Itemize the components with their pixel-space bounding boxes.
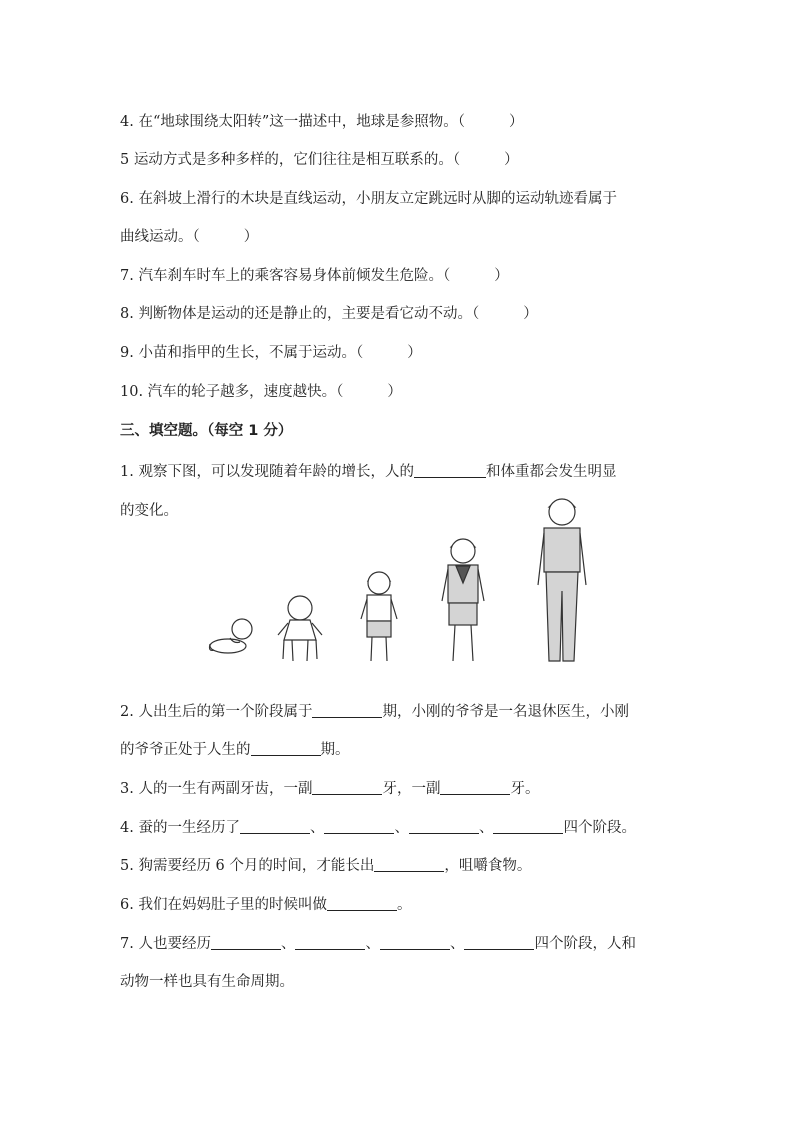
answer-blank[interactable] xyxy=(464,935,534,950)
answer-blank[interactable] xyxy=(414,463,486,478)
fill-question-4: 4. 蚕的一生经历了 、 、 、 四个阶段。 xyxy=(120,820,636,836)
fill-question-2: 2. 人出生后的第一个阶段属于 期，小刚的爷爷是一名退休医生，小刚 xyxy=(120,704,629,720)
question-9: 9. 小苗和指甲的生长，不属于运动。（ ） xyxy=(120,345,422,361)
fill-question-3: 3. 人的一生有两副牙齿，一副 牙，一副 牙。 xyxy=(120,781,540,797)
question-10: 10. 汽车的轮子越多，速度越快。（ ） xyxy=(120,384,402,400)
infant-figure xyxy=(210,619,253,653)
answer-blank[interactable] xyxy=(493,819,563,834)
answer-blank[interactable] xyxy=(374,857,444,872)
adult-figure xyxy=(538,499,586,661)
question-7: 7. 汽车刹车时车上的乘客容易身体前倾发生危险。（ ） xyxy=(120,268,509,284)
answer-blank[interactable] xyxy=(409,819,479,834)
question-6-continued: 曲线运动。（ ） xyxy=(120,229,259,245)
question-8: 8. 判断物体是运动的还是静止的，主要是看它动不动。（ ） xyxy=(120,306,538,322)
fill-question-7-continued: 动物一样也具有生命周期。 xyxy=(120,974,294,990)
answer-blank[interactable] xyxy=(240,819,310,834)
answer-blank[interactable] xyxy=(312,703,382,718)
section-heading: 三、填空题。（每空 1 分） xyxy=(120,423,293,439)
fill-question-1: 1. 观察下图，可以发现随着年龄的增长，人的 和体重都会发生明显 xyxy=(120,464,617,480)
answer-blank[interactable] xyxy=(295,935,365,950)
answer-blank[interactable] xyxy=(380,935,450,950)
fill-question-1-continued: 的变化。 xyxy=(120,503,178,519)
answer-blank[interactable] xyxy=(327,896,397,911)
answer-blank[interactable] xyxy=(312,780,382,795)
fill-question-5: 5. 狗需要经历 6 个月的时间，才能长出 ，咀嚼食物。 xyxy=(120,858,532,874)
answer-blank[interactable] xyxy=(211,935,281,950)
human-growth-stages-illustration xyxy=(200,495,600,670)
fill-question-6: 6. 我们在妈妈肚子里的时候叫做 。 xyxy=(120,897,412,913)
fill-question-2-continued: 的爷爷正处于人生的 期。 xyxy=(120,742,350,758)
question-6: 6. 在斜坡上滑行的木块是直线运动，小朋友立定跳远时从脚的运动轨迹看属于 xyxy=(120,191,617,207)
fill-question-7: 7. 人也要经历 、 、 、 四个阶段，人和 xyxy=(120,936,636,952)
answer-blank[interactable] xyxy=(440,780,510,795)
child-figure xyxy=(361,572,397,661)
answer-blank[interactable] xyxy=(324,819,394,834)
question-4: 4. 在“地球围绕太阳转”这一描述中，地球是参照物。（ ） xyxy=(120,114,524,130)
question-5: 5 运动方式是多种多样的，它们往往是相互联系的。（ ） xyxy=(120,152,519,168)
teenager-figure xyxy=(442,539,484,661)
toddler-figure xyxy=(278,596,322,661)
answer-blank[interactable] xyxy=(251,741,321,756)
